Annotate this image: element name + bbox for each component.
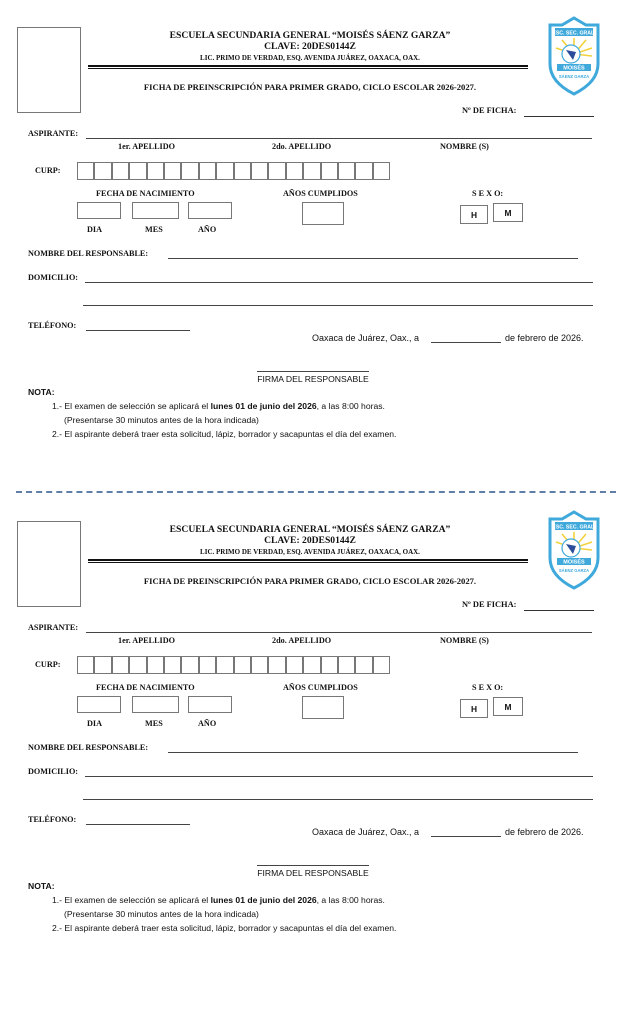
logo-banner-text: MOISÉS [563,559,585,566]
signature-label: FIRMA DEL RESPONSABLE [257,868,369,878]
curp-char-box[interactable] [234,656,251,674]
header-rule-thin [88,562,528,563]
cut-separator [16,491,616,493]
note-item-1-sub: (Presentarse 30 minutos antes de la hora indicada) [64,909,259,919]
telefono-label: TELÉFONO: [28,321,77,330]
curp-char-box[interactable] [268,162,285,180]
logo-top-text: ESC. SEC. GRAL. [552,30,596,37]
note-item-1-pre: 1.- El examen de selección se aplicará el [52,401,211,411]
header-rule-thin [88,68,528,69]
telefono-field[interactable] [86,824,190,825]
photo-placeholder [17,521,81,607]
birth-day-field[interactable] [77,696,121,713]
domicilio-field[interactable] [85,282,593,283]
note-item-1 [52,401,385,411]
note-item-2: 2.- El aspirante deberá traer esta solicitud, lápiz, borrador y sacapuntas el día del examen. [52,923,397,933]
curp-char-box[interactable] [164,656,181,674]
curp-char-box[interactable] [373,656,390,674]
aspirante-label: ASPIRANTE: [28,623,79,632]
school-shield-logo-icon [546,16,602,96]
aspirante-label: ASPIRANTE: [28,129,79,138]
curp-char-box[interactable] [199,162,216,180]
note-item-1-post: , a las 8:00 horas. [316,401,385,411]
responsable-field[interactable] [168,752,578,753]
sex-option-m[interactable]: M [493,697,523,716]
photo-placeholder [17,27,81,113]
birth-day-field[interactable] [77,202,121,219]
sex-label: S E X O: [472,683,504,692]
telefono-label: TELÉFONO: [28,815,77,824]
curp-char-box[interactable] [321,656,338,674]
curp-char-box[interactable] [355,162,372,180]
signature-line[interactable] [257,371,369,372]
aspirante-field[interactable] [86,632,592,633]
sex-option-m[interactable]: M [493,203,523,222]
ficha-number-field[interactable] [524,116,594,117]
sex-option-h[interactable]: H [460,699,488,718]
birth-month-field[interactable] [132,202,179,219]
header-rule [88,65,528,67]
curp-char-box[interactable] [181,162,198,180]
birth-year-field[interactable] [188,202,232,219]
sex-label: S E X O: [472,189,504,198]
signature-line[interactable] [257,865,369,866]
curp-char-box[interactable] [181,656,198,674]
curp-char-box[interactable] [199,656,216,674]
curp-char-box[interactable] [338,162,355,180]
curp-char-box[interactable] [251,162,268,180]
curp-char-box[interactable] [303,162,320,180]
day-label: DIA [87,225,103,234]
domicilio-label: DOMICILIO: [28,273,79,282]
curp-char-box[interactable] [234,162,251,180]
age-label: AÑOS CUMPLIDOS [283,683,358,692]
date-suffix: de febrero de 2026. [505,827,584,837]
note-item-1 [52,895,385,905]
note-item-1-date: lunes 01 de junio del 2026 [210,401,317,411]
form-title: FICHA DE PREINSCRIPCIÓN PARA PRIMER GRADO, CICLO ESCOLAR 2026-2027. [143,576,477,586]
curp-label: CURP: [35,166,61,175]
school-name: ESCUELA SECUNDARIA GENERAL “MOISÉS SÁENZ GARZA” [169,30,451,41]
note-item-2: 2.- El aspirante deberá traer esta solicitud, lápiz, borrador y sacapuntas el día del examen. [52,429,397,439]
domicilio-label: DOMICILIO: [28,767,79,776]
header-rule [88,559,528,561]
month-label: MES [145,225,163,234]
day-label: DIA [87,719,103,728]
curp-char-box[interactable] [129,162,146,180]
form-sheet-bottom [0,494,622,964]
note-item-1-date: lunes 01 de junio del 2026 [210,895,317,905]
curp-char-box[interactable] [94,162,111,180]
notes-title: NOTA: [28,387,55,397]
ficha-number-field[interactable] [524,610,594,611]
nombre-label: NOMBRE (S) [440,636,489,645]
domicilio-field-line2[interactable] [83,305,593,306]
school-address: LIC. PRIMO DE VERDAD, ESQ. AVENIDA JUÁREZ, OAXACA, OAX. [200,54,420,62]
apellido2-label: 2do. APELLIDO [272,636,332,645]
curp-char-box[interactable] [251,656,268,674]
curp-char-box[interactable] [216,656,233,674]
logo-top-text: ESC. SEC. GRAL. [552,524,596,531]
curp-char-box[interactable] [286,656,303,674]
ficha-number-label: Nº DE FICHA: [462,600,517,609]
responsable-label: NOMBRE DEL RESPONSABLE: [28,743,149,752]
form-sheet-top [0,0,622,470]
responsable-label: NOMBRE DEL RESPONSABLE: [28,249,149,258]
curp-char-box[interactable] [286,162,303,180]
logo-bottom-text: SÁENZ GARZA [558,568,590,573]
curp-char-box[interactable] [129,656,146,674]
responsable-field[interactable] [168,258,578,259]
domicilio-field-line2[interactable] [83,799,593,800]
aspirante-field[interactable] [86,138,592,139]
nombre-label: NOMBRE (S) [440,142,489,151]
year-label: AÑO [198,225,217,234]
curp-char-box[interactable] [77,656,94,674]
month-label: MES [145,719,163,728]
date-prefix: Oaxaca de Juárez, Oax., a [312,333,420,343]
birth-year-field[interactable] [188,696,232,713]
date-prefix: Oaxaca de Juárez, Oax., a [312,827,420,837]
birthdate-label: FECHA DE NACIMIENTO [96,683,195,692]
logo-bottom-text: SÁENZ GARZA [558,74,590,79]
curp-char-box[interactable] [112,656,129,674]
sex-option-h[interactable]: H [460,205,488,224]
curp-char-box[interactable] [94,656,111,674]
note-item-1-sub: (Presentarse 30 minutos antes de la hora indicada) [64,415,259,425]
domicilio-field[interactable] [85,776,593,777]
curp-char-box[interactable] [338,656,355,674]
school-clave: CLAVE: 20DES0144Z [264,41,356,52]
curp-char-box[interactable] [216,162,233,180]
curp-char-box[interactable] [77,162,94,180]
curp-label: CURP: [35,660,61,669]
date-suffix: de febrero de 2026. [505,333,584,343]
school-address: LIC. PRIMO DE VERDAD, ESQ. AVENIDA JUÁREZ, OAXACA, OAX. [200,548,420,556]
apellido2-label: 2do. APELLIDO [272,142,332,151]
note-item-1-post: , a las 8:00 horas. [316,895,385,905]
notes-title: NOTA: [28,881,55,891]
curp-char-box[interactable] [164,162,181,180]
logo-banner-text: MOISÉS [563,65,585,72]
date-day-field[interactable] [431,836,501,837]
curp-char-box[interactable] [147,656,164,674]
curp-char-box[interactable] [147,162,164,180]
curp-char-box[interactable] [355,656,372,674]
telefono-field[interactable] [86,330,190,331]
form-title: FICHA DE PREINSCRIPCIÓN PARA PRIMER GRADO, CICLO ESCOLAR 2026-2027. [143,82,477,92]
curp-char-box[interactable] [321,162,338,180]
note-item-1-pre: 1.- El examen de selección se aplicará el [52,895,211,905]
curp-char-box[interactable] [268,656,285,674]
curp-char-box[interactable] [112,162,129,180]
ficha-number-label: Nº DE FICHA: [462,106,517,115]
school-name: ESCUELA SECUNDARIA GENERAL “MOISÉS SÁENZ GARZA” [169,524,451,535]
signature-label: FIRMA DEL RESPONSABLE [257,374,369,384]
birthdate-label: FECHA DE NACIMIENTO [96,189,195,198]
year-label: AÑO [198,719,217,728]
age-field[interactable] [302,696,344,719]
apellido1-label: 1er. APELLIDO [118,142,176,151]
birth-month-field[interactable] [132,696,179,713]
school-clave: CLAVE: 20DES0144Z [264,535,356,546]
school-shield-logo-icon [546,510,602,590]
curp-char-box[interactable] [303,656,320,674]
curp-char-box[interactable] [373,162,390,180]
age-field[interactable] [302,202,344,225]
date-day-field[interactable] [431,342,501,343]
age-label: AÑOS CUMPLIDOS [283,189,358,198]
apellido1-label: 1er. APELLIDO [118,636,176,645]
